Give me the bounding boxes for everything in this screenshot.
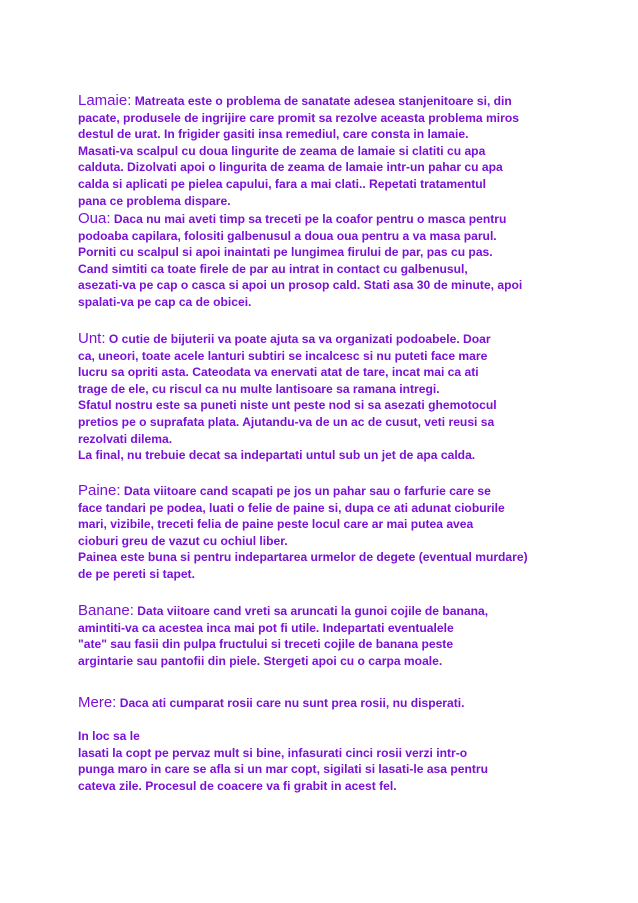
paragraph-line: punga maro in care se afla si un mar copt, sigilati si lasati-le asa pentru [78, 762, 488, 777]
paragraph-line: podoaba capilara, folositi galbenusul a doua oua pentru a va masa parul. [78, 228, 497, 243]
section-heading: Paine: [78, 482, 121, 499]
paragraph-line: Masati-va scalpul cu doua lingurite de zeama de lamaie si clatiti cu apa [78, 143, 486, 158]
paragraph-line: pretios pe o suprafata plata. Ajutandu-va de un ac de cusut, veti reusi sa [78, 414, 495, 429]
paragraph-line: de pe pereti si tapet. [78, 566, 195, 581]
paragraph-text: O cutie de bijuterii va poate ajuta sa va organizati podoabele. Doar [105, 332, 491, 346]
paragraph-line: lucru sa opriti asta. Cateodata va enervati atat de tare, incat mai ca ati [78, 365, 479, 380]
paragraph-line: amintiti-va ca acestea inca mai pot fi utile. Indepartati eventualele [78, 620, 454, 635]
paragraph-line [78, 695, 578, 712]
paragraph-line [78, 603, 578, 620]
section-heading: Oua: [78, 210, 111, 227]
paragraph-text: Matreata este o problema de sanatate adesea stanjenitoare si, din [131, 94, 512, 108]
section-lamaie [78, 93, 578, 209]
paragraph-line: La final, nu trebuie decat sa indepartati untul sub un jet de apa calda. [78, 448, 476, 463]
section-heading: Banane: [78, 602, 134, 619]
paragraph-line: argintarie sau pantofii din piele. Stergeti apoi cu o carpa moale. [78, 653, 443, 668]
paragraph-line [78, 331, 578, 348]
paragraph-line: Painea este buna si pentru indepartarea urmelor de degete (eventual murdare) [78, 550, 528, 565]
paragraph-line: trage de ele, cu riscul ca nu multe lantisoare sa ramana intregi. [78, 381, 440, 396]
paragraph-line: calduta. Dizolvati apoi o lingurita de zeama de lamaie intr-un pahar cu apa [78, 160, 503, 175]
paragraph-line: asezati-va pe cap o casca si apoi un prosop cald. Stati asa 30 de minute, apoi [78, 278, 523, 293]
paragraph-text: Data viitoare cand scapati pe jos un pahar sau o farfurie care se [120, 484, 491, 498]
paragraph-line: destul de urat. In frigider gasiti insa remediul, care consta in lamaie. [78, 127, 469, 142]
paragraph-text: Daca ati cumparat rosii care nu sunt prea rosii, nu disperati. [116, 696, 465, 710]
paragraph-line: lasati la copt pe pervaz mult si bine, infasurati cinci rosii verzi intr-o [78, 745, 468, 760]
paragraph-text: Daca nu mai aveti timp sa treceti pe la coafor pentru o masca pentru [110, 212, 507, 226]
paragraph-line: In loc sa le [78, 729, 140, 744]
section-heading: Unt: [78, 330, 106, 347]
paragraph-line: pana ce problema dispare. [78, 193, 231, 208]
paragraph-line: mari, vizibile, treceti felia de paine peste locul care ar mai putea avea [78, 517, 474, 532]
section-mere [78, 695, 578, 795]
paragraph-line: cateva zile. Procesul de coacere va fi grabit in acest fel. [78, 778, 397, 793]
paragraph-line: Porniti cu scalpul si apoi inaintati pe lungimea firului de par, pas cu pas. [78, 245, 493, 260]
paragraph-line [78, 211, 578, 228]
section-banane [78, 603, 578, 669]
paragraph-line [78, 483, 578, 500]
paragraph-line: ca, uneori, toate acele lanturi subtiri se incalcesc si nu puteti face mare [78, 348, 488, 363]
section-heading: Mere: [78, 694, 117, 711]
section-paine [78, 483, 578, 583]
paragraph-line: calda si aplicati pe pielea capului, fara a mai clati.. Repetati tratamentul [78, 176, 486, 191]
paragraph-line: pacate, produsele de ingrijire care promit sa rezolve aceasta problema miros [78, 110, 519, 125]
blank-line [78, 712, 578, 729]
section-unt [78, 331, 578, 464]
section-heading: Lamaie: [78, 92, 132, 109]
paragraph-line: Cand simtiti ca toate firele de par au intrat in contact cu galbenusul, [78, 261, 468, 276]
section-oua [78, 211, 578, 311]
paragraph-line: face tandari pe podea, luati o felie de paine si, dupa ce ati adunat cioburile [78, 500, 505, 515]
paragraph-text: Data viitoare cand vreti sa aruncati la gunoi cojile de banana, [133, 604, 489, 618]
paragraph-line: cioburi greu de vazut cu ochiul liber. [78, 533, 288, 548]
paragraph-line: spalati-va pe cap ca de obicei. [78, 294, 252, 309]
paragraph-line [78, 93, 578, 110]
paragraph-line: Sfatul nostru este sa puneti niste unt peste nod si sa asezati ghemotocul [78, 398, 497, 413]
paragraph-line: rezolvati dilema. [78, 431, 173, 446]
paragraph-line: "ate" sau fasii din pulpa fructului si treceti cojile de banana peste [78, 637, 454, 652]
